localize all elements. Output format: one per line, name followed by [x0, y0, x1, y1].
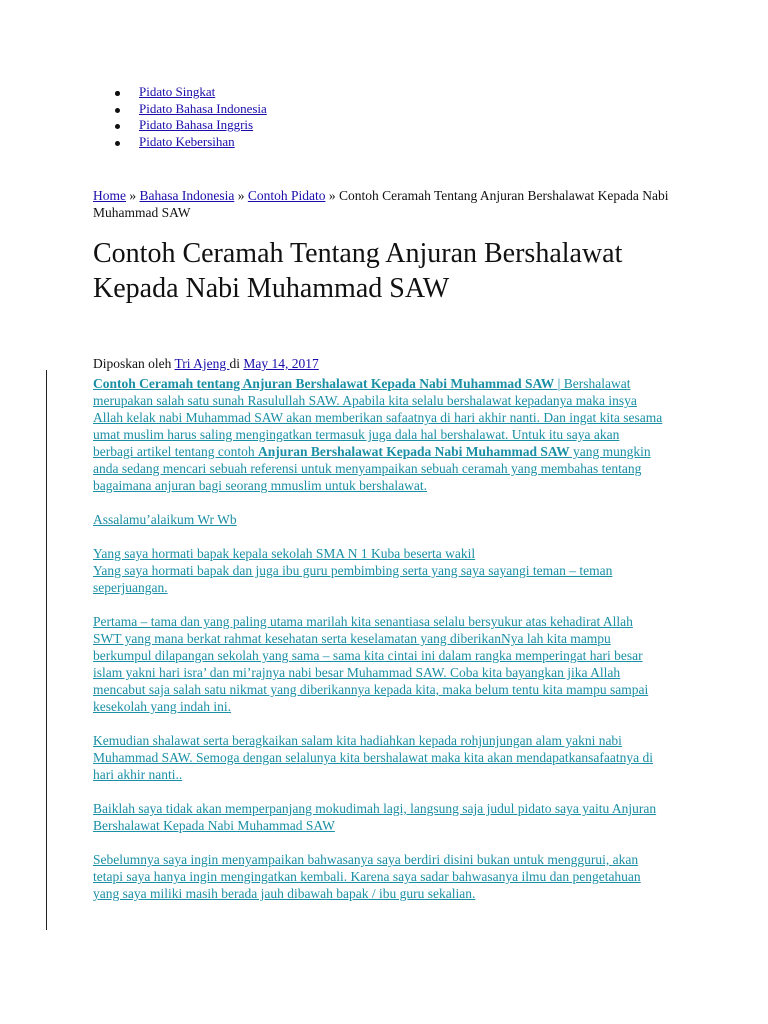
greeting-link[interactable]: Assalamu’alaikum Wr Wb — [93, 512, 237, 527]
preface-link[interactable]: Sebelumnya saya ingin menyampaikan bahwasanya saya berdiri disini bukan untuk menggurui, akan tetapi saya hanya ingin mengingatkan kembali. Karena saya sadar bahwasanya ilmu dan pengetahuan yang saya miliki masih berada jauh dibawah bapak / ibu guru sekalian. — [93, 852, 641, 901]
shalawat-link[interactable]: Kemudian shalawat serta beragkaikan salam kita hadiahkan kepada rohjunjungan alam yakni nabi Muhammad SAW. Semoga dengan selalunya kita bershalawat maka kita akan mendapatkansafaatnya di hari akhir nanti.. — [93, 733, 653, 782]
post-meta — [93, 355, 673, 372]
nav-list — [93, 84, 267, 150]
intro-paragraph — [93, 375, 663, 494]
posted-by-label: Diposkan oleh — [93, 356, 175, 371]
margin-rule — [46, 370, 47, 930]
nav-item-pidato-kebersihan[interactable] — [93, 134, 267, 151]
salutation-link-2[interactable]: Yang saya hormati bapak dan juga ibu guru pembimbing serta yang saya sayangi teman – teman seperjuangan. — [93, 563, 613, 595]
opening-link[interactable]: Pertama – tama dan yang paling utama marilah kita senantiasa selalu bersyukur atas kehadirat Allah SWT yang mana berkat rahmat kesehatan serta keselamatan yang diberikanNya lah kita mampu berkumpul dilapangan sekolah yang sama – sama kita cintai ini dalam rangka memperingat hari besar islam yakni hari isra’ dan mi’rajnya nabi besar Muhammad SAW. Coba kita bayangkan jika Allah mencabut saja salah satu nikmat yang diberikannya kepada kita, maka belum tentu kita mampu sampai kesekolah yang indah ini. — [93, 614, 649, 714]
topic-link[interactable]: Baiklah saya tidak akan memperpanjang mokudimah lagi, langsung saja judul pidato saya yaitu Anjuran Bershalawat Kepada Nabi Muhammad SAW — [93, 801, 657, 833]
breadcrumb-separator: » — [126, 188, 140, 203]
opening-paragraph — [93, 613, 663, 715]
post-body — [93, 375, 663, 919]
intro-bold-title: Contoh Ceramah tentang Anjuran Bershalawat Kepada Nabi Muhammad SAW — [93, 376, 555, 391]
post-title: Contoh Ceramah Tentang Anjuran Bershalawat Kepada Nabi Muhammad SAW — [93, 238, 623, 304]
post-date-link[interactable]: May 14, 2017 — [243, 356, 319, 371]
breadcrumb — [93, 187, 683, 221]
breadcrumb-bahasa-indonesia-link[interactable]: Bahasa Indonesia — [139, 188, 235, 203]
salutation-link-1[interactable]: Yang saya hormati bapak kepala sekolah SMA N 1 Kuba beserta wakil — [93, 546, 476, 561]
breadcrumb-separator: » — [325, 188, 339, 203]
nav-link-pidato-singkat[interactable]: Pidato Singkat — [139, 84, 216, 99]
breadcrumb-separator: » — [234, 188, 248, 203]
nav-item-pidato-singkat[interactable] — [93, 84, 267, 101]
shalawat-paragraph — [93, 732, 663, 783]
salutation-paragraph — [93, 545, 663, 596]
intro-text-end: yang mungkin anda sedang mencari sebuah referensi untuk menyampaikan sebuah ceramah yang membahas tentang bagaimana anjuran bagi seorang mmuslim untuk bershalawat. — [93, 444, 651, 493]
breadcrumb-home-link[interactable]: Home — [93, 188, 126, 203]
greeting-paragraph — [93, 511, 663, 528]
nav-link-pidato-bahasa-indonesia[interactable]: Pidato Bahasa Indonesia — [139, 100, 267, 116]
breadcrumb-current: Contoh Ceramah Tentang Anjuran Bershalawat Kepada Nabi Muhammad SAW — [93, 188, 669, 220]
topic-paragraph — [93, 800, 663, 834]
nav-link-pidato-bahasa-inggris[interactable]: Pidato Bahasa Inggris — [139, 117, 254, 132]
breadcrumb-contoh-pidato-link[interactable]: Contoh Pidato — [247, 188, 326, 203]
intro-link[interactable] — [93, 376, 662, 493]
nav-item-pidato-bahasa-inggris[interactable] — [93, 117, 267, 134]
author-link[interactable]: Tri Ajeng — [174, 356, 230, 371]
intro-text: | Bershalawat merupakan salah satu sunah Rasulullah SAW. Apabila kita selalu bershalawat kepadanya maka insya Allah kelak nabi Muhammad SAW akan memberikan safaatnya di hari akhir nanti. Dan ingat kita sesama umat muslim harus saling mengingatkan termasuk juga dala hal bershalawat. Untuk itu saya akan berbagi artikel tentang contoh — [93, 376, 663, 459]
intro-bold-keyword: Anjuran Bershalawat Kepada Nabi Muhammad SAW — [257, 444, 570, 459]
nav-link-pidato-kebersihan[interactable]: Pidato Kebersihan — [139, 133, 235, 149]
date-prefix: di — [229, 356, 244, 371]
preface-paragraph — [93, 851, 663, 902]
nav-item-pidato-bahasa-indonesia[interactable] — [93, 101, 267, 118]
